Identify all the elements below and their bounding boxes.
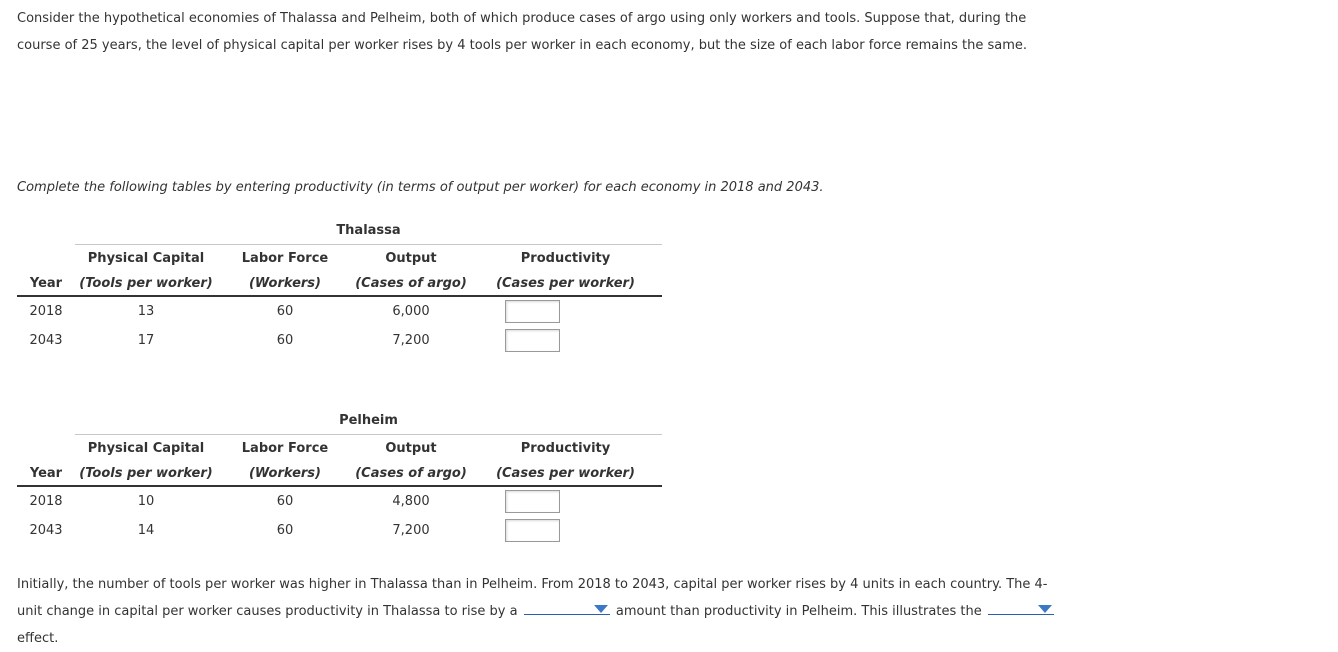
header-productivity: Productivity — [520, 440, 611, 456]
thalassa-title: Thalassa — [75, 217, 662, 245]
header-output: Output — [385, 250, 437, 266]
row-year: 2043 — [29, 523, 63, 538]
header-output-unit: (Cases of argo) — [353, 461, 469, 486]
header-capital-unit: (Tools per worker) — [75, 271, 217, 296]
header-year: Year — [17, 461, 75, 486]
question-text-2: amount than productivity in Pelheim. This illustrates the — [615, 604, 982, 619]
pelheim-2018-productivity-input[interactable] — [505, 490, 560, 513]
question-text-3: effect. — [17, 631, 59, 646]
header-labor-unit: (Workers) — [217, 461, 353, 486]
row-output: 4,800 — [392, 494, 430, 509]
header-labor: Labor Force — [241, 440, 329, 456]
table-row — [17, 326, 662, 355]
header-output: Output — [385, 440, 437, 456]
row-year: 2018 — [29, 494, 63, 509]
question-text-1: Initially, the number of tools per worker was higher in Thalassa than in Pelheim. From 2018 to 2043, capital per worker rises by 4 units in each country. The 4-unit change in capital per worker causes productivity in Thalassa to rise by a — [17, 577, 1048, 619]
row-capital: 10 — [137, 494, 155, 509]
header-output-unit: (Cases of argo) — [353, 271, 469, 296]
amount-dropdown[interactable] — [524, 600, 610, 615]
table-row — [17, 516, 662, 545]
instruction-text: Complete the following tables by entering productivity (in terms of output per worker) for each economy in 2018 and 2043. — [17, 180, 824, 195]
row-year: 2043 — [29, 333, 63, 348]
row-labor: 60 — [276, 523, 294, 538]
row-output: 7,200 — [392, 523, 430, 538]
pelheim-2043-productivity-input[interactable] — [505, 519, 560, 542]
question-paragraph — [17, 571, 1057, 652]
row-labor: 60 — [276, 333, 294, 348]
row-year: 2018 — [29, 304, 63, 319]
header-productivity-unit: (Cases per worker) — [469, 461, 662, 486]
thalassa-2043-productivity-input[interactable] — [505, 329, 560, 352]
table-row — [17, 486, 662, 516]
pelheim-table — [17, 407, 662, 545]
thalassa-table — [17, 217, 662, 355]
header-capital: Physical Capital — [87, 250, 205, 266]
effect-dropdown[interactable] — [988, 600, 1054, 615]
header-year: Year — [17, 271, 75, 296]
row-labor: 60 — [276, 304, 294, 319]
row-labor: 60 — [276, 494, 294, 509]
row-output: 7,200 — [392, 333, 430, 348]
dropdown-arrow-icon — [594, 605, 608, 613]
pelheim-title: Pelheim — [75, 407, 662, 435]
dropdown-arrow-icon — [1038, 605, 1052, 613]
table-row — [17, 296, 662, 326]
header-productivity: Productivity — [520, 250, 611, 266]
row-capital: 17 — [137, 333, 155, 348]
header-capital-unit: (Tools per worker) — [75, 461, 217, 486]
row-capital: 14 — [137, 523, 155, 538]
problem-intro: Consider the hypothetical economies of Thalassa and Pelheim, both of which produce cases of argo using only workers and tools. Suppose that, during the course of 25 years, the level of physical capital per worker rises by 4 tools per worker in each economy, but the size of each labor force remains the same. — [17, 11, 1028, 53]
thalassa-2018-productivity-input[interactable] — [505, 300, 560, 323]
header-productivity-unit: (Cases per worker) — [469, 271, 662, 296]
header-capital: Physical Capital — [87, 440, 205, 456]
row-output: 6,000 — [392, 304, 430, 319]
row-capital: 13 — [137, 304, 155, 319]
header-labor: Labor Force — [241, 250, 329, 266]
header-labor-unit: (Workers) — [217, 271, 353, 296]
